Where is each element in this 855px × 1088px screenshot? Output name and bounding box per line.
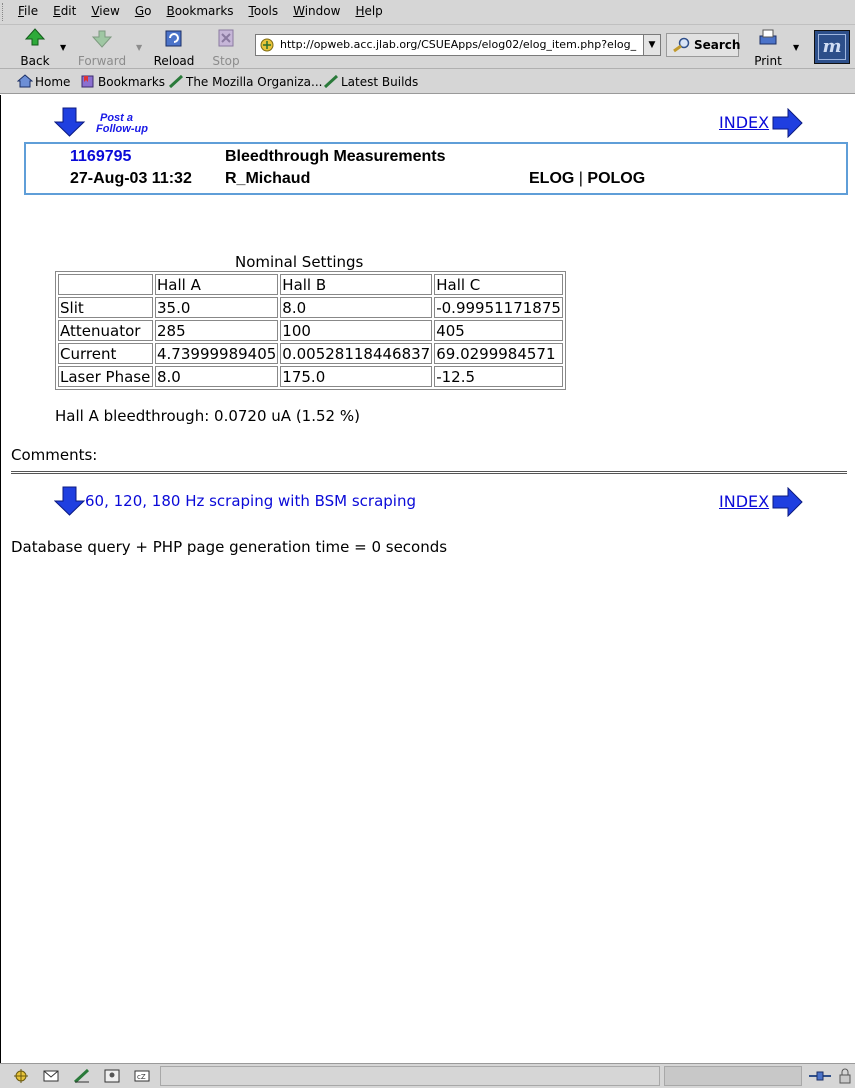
- table-row: [58, 343, 563, 364]
- index-link-top[interactable]: INDEX: [719, 113, 770, 132]
- menu-go[interactable]: Go: [134, 4, 152, 18]
- forward-history-dropdown-icon[interactable]: ▼: [136, 43, 143, 52]
- stop-icon: [215, 27, 237, 49]
- next-entry-link[interactable]: 60, 120, 180 Hz scraping with BSM scraping: [85, 492, 417, 510]
- search-icon: [671, 37, 691, 53]
- table-cell: 35.0: [155, 297, 278, 318]
- mozilla-m-icon: m: [818, 34, 846, 60]
- chat-icon[interactable]: [133, 1068, 151, 1084]
- url-bar[interactable]: [255, 34, 661, 56]
- forward-arrow-icon: [91, 27, 113, 49]
- table-row: [58, 320, 563, 341]
- print-dropdown-icon[interactable]: ▼: [793, 43, 800, 52]
- status-bar: [0, 1063, 855, 1088]
- reload-button[interactable]: [153, 27, 195, 68]
- personal-toolbar: [0, 69, 855, 94]
- settings-table-caption: Nominal Settings: [235, 253, 364, 271]
- table-header-cell: [58, 274, 153, 295]
- print-button[interactable]: [752, 27, 784, 68]
- table-cell: 4.73999989405: [157, 344, 277, 363]
- menu-edit[interactable]: Edit: [53, 4, 77, 18]
- page-favicon-icon: [260, 38, 274, 52]
- table-cell: 8.0: [155, 366, 278, 387]
- post-followup-arrow-icon[interactable]: [54, 107, 86, 137]
- bookmark-pen-icon: [168, 74, 184, 88]
- forward-button[interactable]: [77, 27, 127, 68]
- search-label: Search: [694, 38, 741, 52]
- index-arrow-icon[interactable]: [772, 108, 804, 138]
- table-cell: Current: [58, 343, 153, 364]
- address-book-icon[interactable]: [103, 1068, 121, 1084]
- settings-table: [55, 271, 566, 390]
- table-header-cell: Hall A: [155, 274, 278, 295]
- entry-author: R_Michaud: [225, 170, 311, 187]
- table-row: [58, 297, 563, 318]
- table-cell: 69.0299984571: [434, 343, 563, 364]
- table-cell: Laser Phase: [58, 366, 153, 387]
- table-row: [58, 366, 563, 387]
- reload-label: Reload: [153, 54, 195, 68]
- home-icon: [17, 74, 33, 88]
- table-cell: 175.0: [280, 366, 432, 387]
- stop-label: Stop: [212, 54, 240, 68]
- menu-bookmarks[interactable]: Bookmarks: [166, 4, 234, 18]
- bookmark-pen-icon: [323, 74, 339, 88]
- table-cell: 285: [155, 320, 278, 341]
- bookmark-latest-builds[interactable]: [323, 74, 418, 89]
- url-history-dropdown-icon[interactable]: ▼: [643, 35, 660, 55]
- menu-file[interactable]: File: [18, 4, 39, 18]
- back-button[interactable]: [18, 27, 52, 68]
- navigation-toolbar: [0, 25, 855, 69]
- bleedthrough-result: Hall A bleedthrough: 0.0720 uA (1.52 %): [55, 407, 360, 425]
- next-entry-arrow-icon[interactable]: [54, 486, 86, 516]
- back-arrow-icon: [24, 27, 46, 49]
- logbook-separator: |: [578, 170, 583, 187]
- bookmark-mozilla-organization[interactable]: [168, 74, 322, 89]
- progress-meter: [664, 1066, 802, 1086]
- bookmarks-icon: [80, 74, 96, 88]
- index-arrow-icon[interactable]: [772, 487, 804, 517]
- menu-grip[interactable]: [2, 3, 8, 21]
- page-content: [0, 95, 855, 1063]
- table-cell: Slit: [58, 297, 153, 318]
- table-cell: -0.99951171875: [436, 298, 561, 317]
- stop-button[interactable]: [210, 27, 242, 68]
- entry-date: 27-Aug-03 11:32: [70, 170, 192, 187]
- menu-tools[interactable]: Tools: [248, 4, 279, 18]
- bookmark-home-label: Home: [35, 75, 71, 89]
- security-lock-icon[interactable]: [836, 1068, 854, 1084]
- entry-title: Bleedthrough Measurements: [225, 148, 446, 165]
- reload-icon: [163, 27, 185, 49]
- post-followup-line2: Follow-up: [96, 123, 148, 135]
- bookmark-mozilla-label: The Mozilla Organiza...: [186, 75, 323, 89]
- bookmark-latest-builds-label: Latest Builds: [341, 75, 419, 89]
- menu-window[interactable]: Window: [293, 4, 341, 18]
- bookmarks-menu-label: Bookmarks: [98, 75, 166, 89]
- mozilla-throbber-logo[interactable]: [814, 30, 850, 64]
- mail-icon[interactable]: [42, 1068, 60, 1084]
- post-followup-line1: Post a: [100, 112, 134, 124]
- index-link-bottom[interactable]: INDEX: [719, 492, 770, 511]
- print-label: Print: [754, 54, 782, 68]
- generation-time-text: Database query + PHP page generation time = 0 seconds: [11, 538, 448, 556]
- table-cell: 405: [434, 320, 563, 341]
- menu-view[interactable]: View: [91, 4, 120, 18]
- entry-id-link[interactable]: 1169795: [70, 148, 132, 165]
- composer-icon[interactable]: [73, 1068, 91, 1084]
- online-status-icon[interactable]: [808, 1068, 832, 1084]
- table-header-cell: Hall B: [280, 274, 432, 295]
- table-header-row: [58, 274, 563, 295]
- logbook-elog: ELOG: [529, 170, 575, 187]
- search-button[interactable]: [666, 33, 739, 57]
- bookmark-home[interactable]: [17, 74, 70, 89]
- svg-text:cZ: cZ: [137, 1073, 146, 1081]
- navigator-icon[interactable]: [12, 1068, 30, 1084]
- forward-label: Forward: [77, 54, 127, 68]
- table-cell: -12.5: [434, 366, 563, 387]
- table-cell: Attenuator: [58, 320, 153, 341]
- comments-divider: [11, 471, 847, 474]
- menu-bar: [0, 0, 855, 25]
- entry-header-box: [24, 142, 848, 195]
- status-text-area: [160, 1066, 660, 1086]
- entry-logbooks: [529, 170, 645, 188]
- url-text[interactable]: http://opweb.acc.jlab.org/CSUEApps/elog02/elog_item.php?elog_: [280, 38, 637, 51]
- table-cell: 8.0: [280, 297, 432, 318]
- table-cell: 0.00528118446837: [282, 344, 431, 363]
- table-header-cell: Hall C: [434, 274, 563, 295]
- table-cell: 100: [280, 320, 432, 341]
- post-followup-link[interactable]: [96, 113, 148, 135]
- comments-label: Comments:: [11, 446, 98, 464]
- printer-icon: [757, 27, 779, 49]
- bookmarks-menu-button[interactable]: [80, 74, 165, 89]
- logbook-polog: POLOG: [587, 170, 646, 187]
- back-label: Back: [20, 54, 50, 68]
- back-history-dropdown-icon[interactable]: ▼: [60, 43, 67, 52]
- menu-help[interactable]: Help: [355, 4, 383, 18]
